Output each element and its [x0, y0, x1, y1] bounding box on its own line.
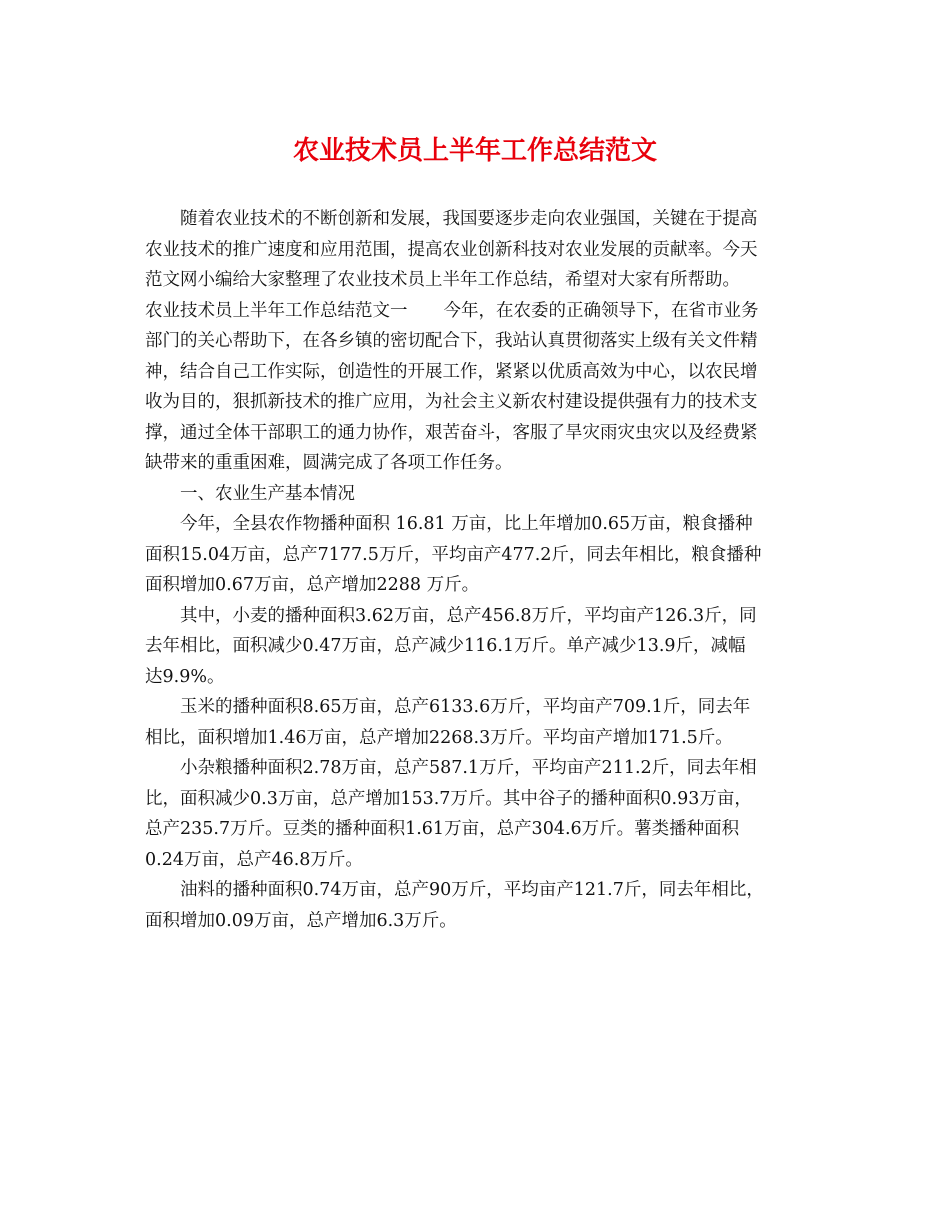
paragraph-line: 玉米的播种面积8.65万亩，总产6133.6万斤，平均亩产709.1斤，同去年 [180, 697, 751, 717]
paragraph-line: 神，结合自己工作实际，创造性的开展工作，紧紧以优质高效为中心，以农民增 [145, 361, 758, 382]
intro-line: 范文网小编给大家整理了农业技术员上半年工作总结，希望对大家有所帮助。 [145, 270, 740, 290]
subheading: 一、农业生产基本情况 [180, 483, 355, 504]
paragraph-line: 今年，在农委的正确领导下，在省市业务 [443, 300, 759, 321]
paragraph-line: 今年，全县农作物播种面积 16.81 万亩，比上年增加0.65万亩，粮食播种 [180, 514, 753, 534]
paragraph-line: 相比，面积增加1.46万亩，总产增加2268.3万斤。平均亩产增加171.5斤。 [145, 727, 733, 748]
paragraph-line: 0.24万亩，总产46.8万斤。 [145, 849, 363, 870]
paragraph-line: 达9.9%。 [145, 666, 225, 687]
paragraph-line: 面积15.04万亩，总产7177.5万斤，平均亩产477.2斤，同去年相比，粮食播种 [145, 544, 762, 565]
paragraph-line: 其中，小麦的播种面积3.62万亩，总产456.8万斤，平均亩产126.3斤，同 [180, 605, 757, 626]
paragraph-line: 部门的关心帮助下，在各乡镇的密切配合下，我站认真贯彻落实上级有关文件精 [145, 331, 758, 351]
paragraph-line: 油料的播种面积0.74万亩，总产90万斤，平均亩产121.7斤，同去年相比， [180, 880, 764, 900]
paragraph-line: 撑，通过全体干部职工的通力协作，艰苦奋斗，客服了旱灾雨灾虫灾以及经费紧 [145, 422, 758, 443]
intro-line: 农业技术的推广速度和应用范围，提高农业创新科技对农业发展的贡献率。今天 [145, 239, 758, 260]
paragraph-line: 收为目的，狠抓新技术的推广应用，为社会主义新农村建设提供强有力的技术支 [145, 392, 758, 412]
paragraph-line: 面积增加0.67万亩，总产增加2288 万斤。 [145, 575, 480, 595]
intro-line: 随着农业技术的不断创新和发展，我国要逐步走向农业强国，关键在于提高 [180, 209, 758, 229]
paragraph-line: 总产235.7万斤。豆类的播种面积1.61万亩，总产304.6万斤。薯类播种面积 [145, 819, 740, 839]
section-heading: 农业技术员上半年工作总结范文一 [145, 300, 408, 321]
section-heading-line [145, 296, 807, 327]
document-body [145, 204, 807, 936]
paragraph-line: 面积增加0.09万亩，总产增加6.3万斤。 [145, 910, 457, 931]
paragraph-line: 小杂粮播种面积2.78万亩，总产587.1万斤，平均亩产211.2斤，同去年相 [180, 758, 757, 778]
paragraph-line: 缺带来的重重困难，圆满完成了各项工作任务。 [145, 453, 513, 473]
paragraph-line: 去年相比，面积减少0.47万亩，总产减少116.1万斤。单产减少13.9斤，减幅 [145, 636, 746, 656]
paragraph-line: 比，面积减少0.3万亩，总产增加153.7万斤。其中谷子的播种面积0.93万亩， [145, 788, 752, 809]
document-title: 农业技术员上半年工作总结范文 [292, 136, 657, 166]
